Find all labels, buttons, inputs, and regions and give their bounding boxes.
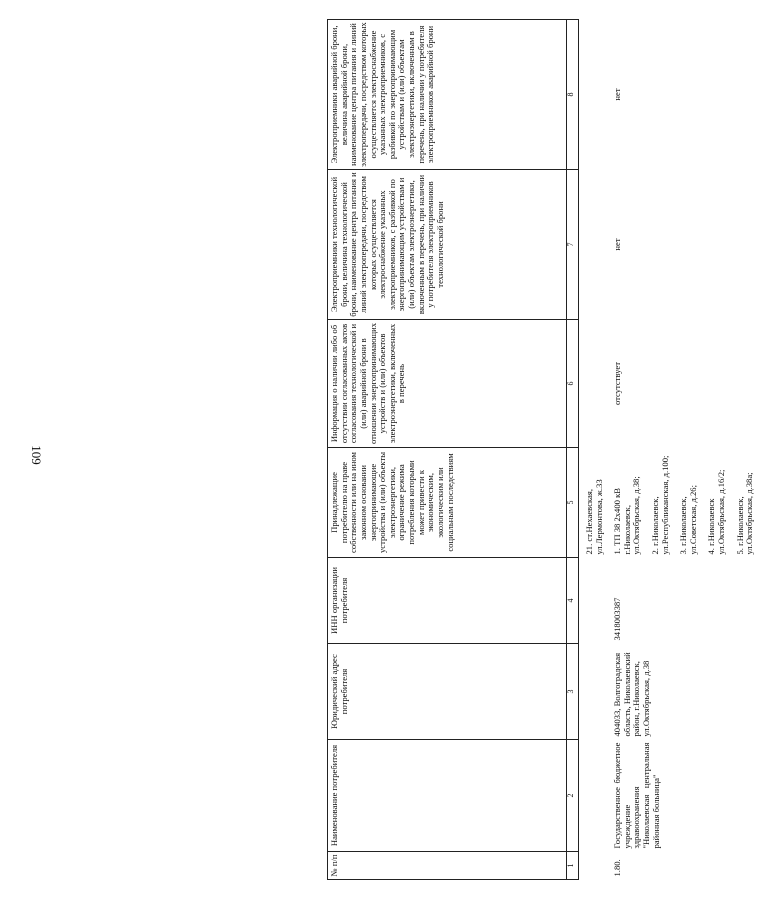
inn: 3418003387	[612, 597, 622, 641]
agreement-info: отсутствует	[612, 362, 622, 405]
consumer-name: Государственное бюджетное учреждение здравоохранения "Николаевская центральная районная больница"	[612, 742, 661, 849]
emergency-reserve: нет	[612, 88, 622, 101]
header-col-3: Юридический адрес потребителя	[328, 644, 567, 740]
header-row	[328, 20, 567, 880]
header-col-8: Электроприемники аварийной брони, величина аварийной брони, наименование центра питания и линий электропередачи, посредством которых осуществляется электроснабжение указанных электроприемников, с разбивкой по энергопринимающим устройствам и (или) объектам электроэнергетики, включенным в перечень, при наличии у потребителя электроприемников аварийной брони	[328, 20, 567, 170]
device-address: 4. г.Николаевск ул.Октябрьская, д.16/2;	[706, 469, 726, 555]
column-number: 8	[567, 20, 579, 170]
column-number: 5	[567, 448, 579, 558]
device-list	[611, 448, 766, 558]
header-col-4: ИНН организации потребителя	[328, 558, 567, 644]
column-number: 4	[567, 558, 579, 644]
column-number: 2	[567, 740, 579, 852]
device-address: 2. г.Николаевск, ул.Республиканская, д.100;	[649, 455, 670, 555]
column-number: 1	[567, 852, 579, 880]
legal-address: 404033, Волгоградская область, Николаевский район, г.Николаевск, ул.Октябрьская, д.38	[612, 652, 651, 737]
device-address: 3. г.Николаевск, ул.Советская, д.26;	[678, 485, 698, 555]
header-col-1: № п/п	[328, 852, 567, 880]
rotated-table-container	[327, 20, 755, 880]
header-col-7: Электроприемники технологической брони, величина технологической брони, наименование центра питания и линий электропередачи, посредством которых осуществляется электроснабжение указанных электроприемников, с разбивкой по энергопринимающим устройствам и (или) объектам электроэнергетики, включенным в перечень, при наличии у потребителя электроприемников технологической брони	[328, 170, 567, 320]
header-col-2: Наименование потребителя	[328, 740, 567, 852]
header-col-5: Принадлежащие потребителю на праве собственности или на ином законном основании энергопринимающие устройства и (или) объекты электроэнергетики, ограничение режима потребления которыми может привести к экономическим, экологическим или социальным последствиям	[328, 448, 567, 558]
column-number: 6	[567, 320, 579, 448]
page-number: 109	[29, 445, 44, 465]
row-number: 1.80.	[612, 859, 622, 877]
column-number: 7	[567, 170, 579, 320]
column-number: 3	[567, 644, 579, 740]
column-number-row	[567, 20, 579, 880]
table-row	[611, 20, 766, 880]
tech-reserve: нет	[612, 238, 622, 251]
table-row-continued	[579, 20, 612, 880]
header-col-6: Информация о наличии либо об отсутствии согласованных актов согласования технологической и (или) аварийной брони в отношении энергопринимающих устройств и (или) объектов электроэнергетики, включенных в перечень	[328, 320, 567, 448]
continued-device-address: 21. ст.Нехаевская, ул.Лермонтова, ж.33	[584, 479, 604, 555]
device-address: 5. г.Николаевск, ул.Октябрьская, д.38а;	[734, 472, 755, 555]
device-address: 1. ТП 38 2х400 кВ г.Николаевск, ул.Октябрьская, д.38;	[612, 476, 642, 555]
consumer-table	[327, 19, 766, 880]
